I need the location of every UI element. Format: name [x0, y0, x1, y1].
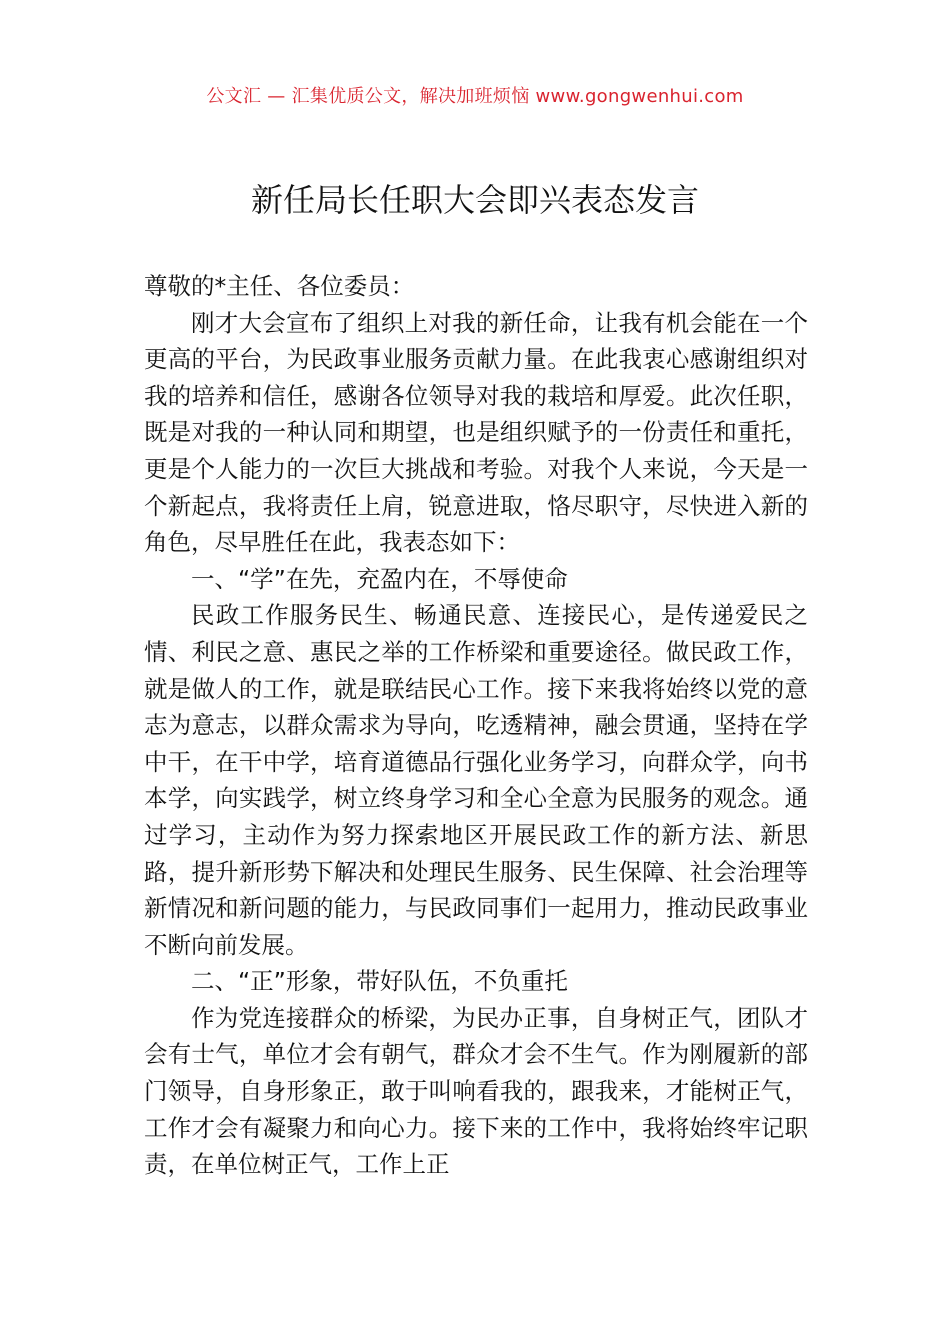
salutation: 尊敬的*主任、各位委员： [144, 272, 415, 300]
paragraph-section-1: 民政工作服务民生、畅通民意、连接民心，是传递爱民之情、利民之意、惠民之举的工作桥梁和重要途径。做民政工作，就是做人的工作，就是联结民心工作。接下来我将始终以党的意志为意志，以群众需求为导向，吃透精神，融会贯通，坚持在学中干，在干中学，培育道德品行强化业务学习，向群众学，向书本学，向实践学，树立终身学习和全心全意为民服务的观念。通过学习，主动作为努力探索地区开展民政工作的新方法、新思路，提升新形势下解决和处理民生服务、民生保障、社会治理等新情况和新问题的能力，与民政同事们一起用力，推动民政事业不断向前发展。 [144, 601, 808, 959]
section-heading-2: 二、“正”形象，带好队伍，不负重托 [191, 967, 568, 996]
paragraph-section-2: 作为党连接群众的桥梁，为民办正事，自身树正气，团队才会有士气，单位才会有朝气，群众才会不生气。作为刚履新的部门领导，自身形象正，敢于叫响看我的，跟我来，才能树正气，工作才会有凝聚力和向心力。接下来的工作中，我将始终牢记职责，在单位树正气，工作上正 [144, 1003, 808, 1179]
document-title: 新任局长任职大会即兴表态发言 [250, 181, 699, 219]
site-banner: 公文汇 — 汇集优质公文，解决加班烦恼 www.gongwenhui.com [206, 86, 744, 107]
document-body [144, 268, 808, 1183]
section-heading-1: 一、“学”在先，充盈内在，不辱使命 [191, 564, 568, 593]
paragraph-intro: 刚才大会宣布了组织上对我的新任命，让我有机会能在一个更高的平台，为民政事业服务贡献力量。在此我衷心感谢组织对我的培养和信任，感谢各位领导对我的栽培和厚爱。此次任职，既是对我的一种认同和期望，也是组织赋予的一份责任和重托，更是个人能力的一次巨大挑战和考验。对我个人来说，今天是一个新起点，我将责任上肩，锐意进取，恪尽职守，尽快进入新的角色，尽早胜任在此，我表态如下： [144, 308, 808, 557]
